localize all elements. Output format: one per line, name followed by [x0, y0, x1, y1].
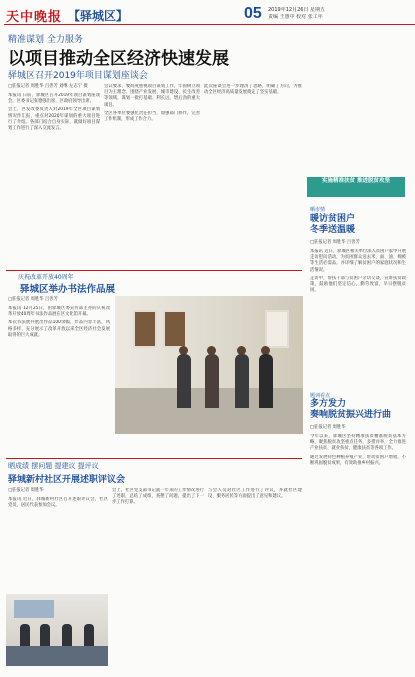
right-mid-paragraph: 通过发展特色种植养殖产业，带动贫困户增收，不断巩固脱贫成果，有效助推乡村振兴。 — [310, 454, 406, 466]
feature-box-text: 实施精准扶贫 推进脱贫攻坚 — [322, 178, 390, 184]
bottom-column-1 — [8, 488, 108, 592]
right-mid-body — [310, 425, 406, 671]
right-top-headline-line: 暖访贫困户 — [310, 214, 356, 224]
lead-column-3 — [204, 84, 302, 264]
event-rule — [6, 270, 302, 271]
lead-byline: □驻报记者 周胜华 吕善芳 刘继 左志宁 摄 — [8, 84, 88, 89]
visitor-figure — [235, 354, 249, 408]
right-top-paragraph: 本报讯 近日，驿城区相关单位深入贫困户家中开展走访慰问活动，为贫困群众送去米、面、油、棉被等生活必需品，并详细了解贫困户的家庭状况和生活情况。 — [310, 249, 406, 273]
event-paragraph: 本报讯 12月25日，由驿城区委宣传部主办的庆祝改革开放40周年书法作品展在区文化馆开幕。 — [8, 306, 110, 318]
exhibition-photo — [115, 296, 303, 434]
event-body — [8, 297, 110, 437]
right-top-paragraph: 走访中，帮扶干部与贫困户亲切交谈，宣讲扶贫政策，鼓励他们坚定信心，勤劳致富，早日摆脱贫困。 — [310, 275, 406, 294]
right-mid-section: 题词看点 — [310, 393, 331, 399]
right-mid-byline: □驻报记者 周胜华 — [310, 425, 346, 430]
attendee-figure — [40, 624, 50, 646]
attendee-figure — [20, 624, 30, 646]
visitor-figure — [177, 354, 191, 408]
bottom-paragraph: 与会人员对社区工作进行了评议，并就社区建设、服务居民等方面提出了意见和建议。 — [208, 488, 302, 500]
event-paragraph: 本次书法展共展出作品100余幅，作品内容丰富，风格多样，充分展示了改革开放以来全区经济社会发展取得的巨大成就。 — [8, 320, 110, 338]
attendee-figure — [62, 624, 72, 646]
bottom-byline: □驻报记者 周胜华 — [8, 488, 44, 493]
lead-paragraph: 本报讯 日前，驿城区召开2019年项目谋划座谈会，区委书记张德强出席，区政府领导出席。 — [8, 93, 100, 105]
calligraphy-scroll — [265, 310, 289, 348]
bottom-paragraph: 本报讯 近日，驿城新村社区召开述职评议会，社区党员、居民代表参加会议。 — [8, 497, 108, 509]
lead-column-2 — [104, 84, 200, 264]
right-top-headline-line: 冬季送温暖 — [310, 225, 356, 235]
masthead — [6, 4, 409, 26]
editor-line: 责编 王惠中 校对 张工年 — [268, 14, 323, 20]
right-top-byline: □驻报记者 周胜华 吕善芳 — [310, 240, 360, 245]
lead-paragraph: 全区各单位要强化责任担当，加强部门协作，完善工作机制，形成工作合力。 — [104, 110, 200, 123]
right-top-body — [310, 240, 406, 380]
bottom-rule — [6, 458, 302, 459]
lead-paragraph: 会议要求，要高度重视项目谋划工作，牢固树立项目为王理念，围绕产业发展、城市建设、民生改善等领域，谋划一批打基础、利长远、增后劲的重大项目。 — [104, 84, 200, 108]
event-byline: □驻报记者 周胜华 吕善芳 — [8, 297, 58, 302]
right-mid-headline-line: 奏响脱贫振兴进行曲 — [310, 410, 392, 420]
lead-subhead: 驿城区召开2019年项目谋划座谈会 — [8, 71, 148, 81]
lead-paragraph: 此次座谈会进一步理清了思路，明确了方向，为推动全区经济高质量发展奠定了坚实基础。 — [204, 84, 302, 96]
event-kicker: 庆祝改革开放40周年 — [18, 274, 74, 281]
lead-paragraph: 会上，区发改委负责人对2019年全区项目谋划情况作汇报，重点对2020年谋划的重大项目进行了介绍。各部门结合自身实际，就做好项目谋划工作进行了深入交流发言。 — [8, 107, 100, 132]
newspaper-logo: 天中晚报 — [6, 9, 63, 25]
issue-date: 2019年12月26日 星期五 — [268, 7, 326, 13]
bottom-paragraph: 会上，社区党支部书记就一年来的工作情况进行了述职，总结了成绩，查摆了问题，提出了下一步工作打算。 — [112, 488, 204, 506]
right-top-headline — [310, 214, 355, 236]
bottom-column-2 — [112, 488, 204, 668]
bottom-kicker: 晒成绩 摆问题 提建议 提评议 — [8, 462, 99, 470]
calligraphy-scroll — [133, 310, 157, 348]
meeting-photo — [6, 594, 108, 666]
lead-kicker: 精准谋划 全力服务 — [8, 35, 83, 45]
right-mid-headline-line: 多方发力 — [310, 399, 347, 409]
event-headline: 驿城区举办书法作品展 — [20, 284, 116, 295]
masthead-rule — [4, 24, 415, 25]
feature-box-title — [307, 177, 405, 197]
lead-headline: 以项目推动全区经济快速发展 — [8, 49, 229, 69]
calligraphy-scroll — [163, 310, 187, 348]
lead-column-1 — [8, 84, 100, 264]
issue-meta — [268, 7, 414, 21]
attendee-figure — [84, 624, 94, 646]
bottom-column-3 — [208, 488, 302, 668]
visitor-figure — [205, 354, 219, 408]
visitor-figure — [259, 354, 273, 408]
page-number: 05 — [244, 5, 262, 22]
right-section-label: 晒市情 — [310, 207, 326, 213]
right-mid-headline — [310, 399, 391, 421]
bottom-headline: 驿城新村社区开展述职评议会 — [8, 475, 126, 485]
right-mid-paragraph: 今年以来，驿城区坚持精准扶贫精准脱贫基本方略，聚焦脱贫攻坚重点任务，多措并举，全力推进产业扶贫、就业扶贫、健康扶贫等各项工作。 — [310, 434, 406, 452]
meeting-table — [6, 646, 108, 666]
section-name: 【驿城区】 — [68, 8, 129, 23]
